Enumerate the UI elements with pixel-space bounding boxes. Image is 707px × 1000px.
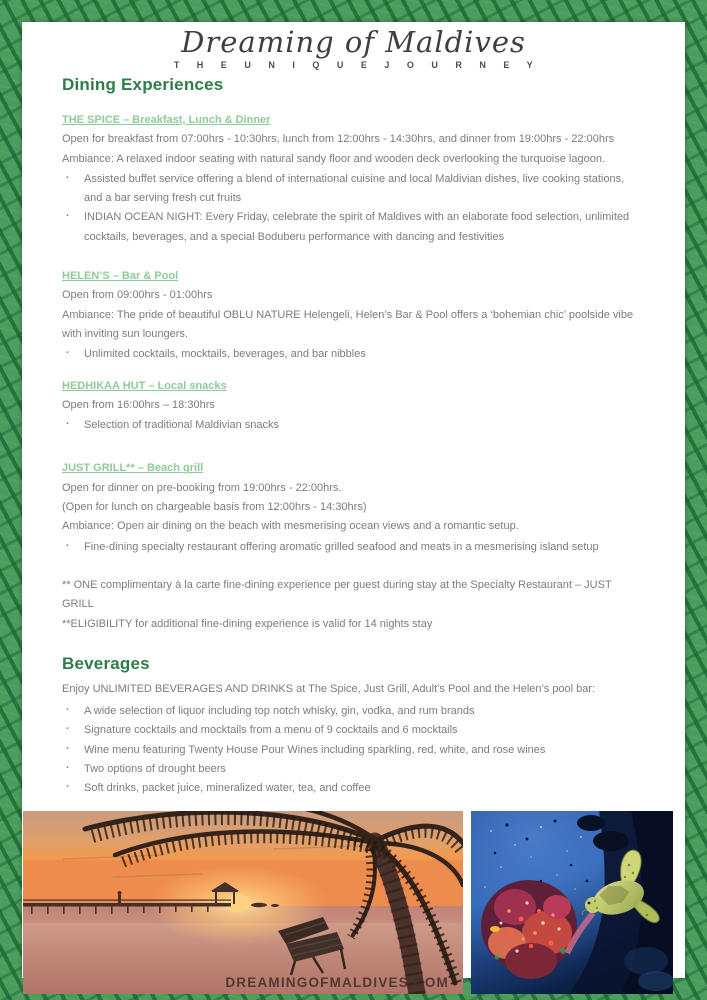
note-eligibility: **ELIGIBILITY for additional fine-dining experience is valid for 14 nights stay xyxy=(62,617,433,630)
beverages-intro: Enjoy UNLIMITED BEVERAGES AND DRINKS at The Spice, Just Grill, Adult’s Pool and the Helen’s pool bar: xyxy=(62,682,596,695)
venue-the-spice xyxy=(62,111,645,247)
venue-just-grill-bullets xyxy=(62,538,645,557)
dining-section-title: Dining Experiences xyxy=(62,75,224,94)
photo-watermark: DREAMINGOFMALDIVES.COM xyxy=(225,974,449,990)
venue-hedhikaa-hut-hours: Open from 16:00hrs – 18:30hrs xyxy=(62,398,215,411)
note-complimentary: ** ONE complimentary à la carte fine-dining experience per guest during stay at the Specialty Restaurant – JUST GRILL xyxy=(62,578,612,611)
venue-just-grill-ambiance: Ambiance: Open air dining on the beach with mesmerising ocean views and a romantic setup. xyxy=(62,520,519,533)
photo-row xyxy=(23,811,673,994)
brand-logo xyxy=(22,26,685,71)
venue-the-spice-bullets xyxy=(62,170,645,247)
venue-the-spice-hours: Open for breakfast from 07:00hrs - 10:30hrs, lunch from 12:00hrs - 14:30hrs, and dinner from 19:00hrs - 22:00hrs xyxy=(62,133,615,146)
venue-helens-ambiance: Ambiance: The pride of beautiful OBLU NATURE Helengeli, Helen’s Bar & Pool offers a ‘bohemian chic’ poolside vibe with inviting sun loungers. xyxy=(62,308,634,340)
venue-helens-bullets xyxy=(62,345,645,364)
venue-hedhikaa-hut-bullets xyxy=(62,416,645,435)
sea-turtle-reef-photo xyxy=(471,811,673,994)
beverages-bullets xyxy=(62,702,645,798)
document-page xyxy=(22,22,685,990)
sea-turtle-illustration xyxy=(471,811,673,994)
document-content xyxy=(22,75,685,799)
bullet-item: · INDIAN OCEAN NIGHT: Every Friday, celebrate the spirit of Maldives with an elaborate food selection, unlimited cocktails, beverages, and a special Boduberu performance with dancing and festivities xyxy=(62,208,645,247)
person-silhouette xyxy=(118,891,122,903)
bullet-item: · Unlimited cocktails, mocktails, beverages, and bar nibbles xyxy=(62,345,645,364)
venue-hedhikaa-hut-link[interactable]: HEDHIKAA HUT – Local snacks xyxy=(62,379,227,392)
venue-just-grill xyxy=(62,459,645,556)
bullet-item: · A wide selection of liquor including top notch whisky, gin, vodka, and rum brands xyxy=(62,702,645,721)
bullet-item: · Soft drinks, packet juice, mineralized water, tea, and coffee xyxy=(62,779,645,798)
bullet-item: · Two options of drought beers xyxy=(62,760,645,779)
bullet-item: · Assisted buffet service offering a blend of international cuisine and local Maldivian dishes, live cooking stations, and a bar serving fresh cut fruits xyxy=(62,170,645,209)
beach-sunset-photo xyxy=(23,811,463,994)
venue-helens-link[interactable]: HELEN’S – Bar & Pool xyxy=(62,270,179,283)
venue-just-grill-lunch-note: (Open for lunch on chargeable basis from 12:00hrs - 14:30hrs) xyxy=(62,501,367,514)
venue-helens-hours: Open from 09:00hrs - 01:00hrs xyxy=(62,289,213,302)
bullet-item: · Fine-dining specialty restaurant offering aromatic grilled seafood and meats in a mesmerising island setup xyxy=(62,538,645,557)
boat xyxy=(251,902,267,906)
venue-the-spice-link[interactable]: THE SPICE – Breakfast, Lunch & Dinner xyxy=(62,114,271,126)
venue-the-spice-ambiance: Ambiance: A relaxed indoor seating with natural sandy floor and wooden deck overlooking the turquoise lagoon. xyxy=(62,152,606,165)
venue-just-grill-link[interactable]: JUST GRILL** – Beach grill xyxy=(62,462,204,475)
venue-just-grill-hours: Open for dinner on pre-booking from 19:00hrs - 22:00hrs. xyxy=(62,481,342,494)
brand-logo-tagline: T H E U N I Q U E J O U R N E Y xyxy=(173,60,541,70)
beach-sunset-illustration xyxy=(23,811,463,994)
venue-helens xyxy=(62,267,645,364)
bullet-item: · Signature cocktails and mocktails from a menu of 9 cocktails and 6 mocktails xyxy=(62,721,645,740)
yellow-fish xyxy=(490,926,500,932)
bullet-item: · Selection of traditional Maldivian snacks xyxy=(62,416,645,435)
venue-hedhikaa-hut xyxy=(62,377,645,436)
brand-logo-script: Dreaming of Maldives xyxy=(181,25,526,59)
fine-dining-notes xyxy=(62,576,645,634)
beverages-section-title: Beverages xyxy=(62,653,150,673)
bullet-item: · Wine menu featuring Twenty House Pour Wines including sparkling, red, white, and rose wines xyxy=(62,741,645,760)
